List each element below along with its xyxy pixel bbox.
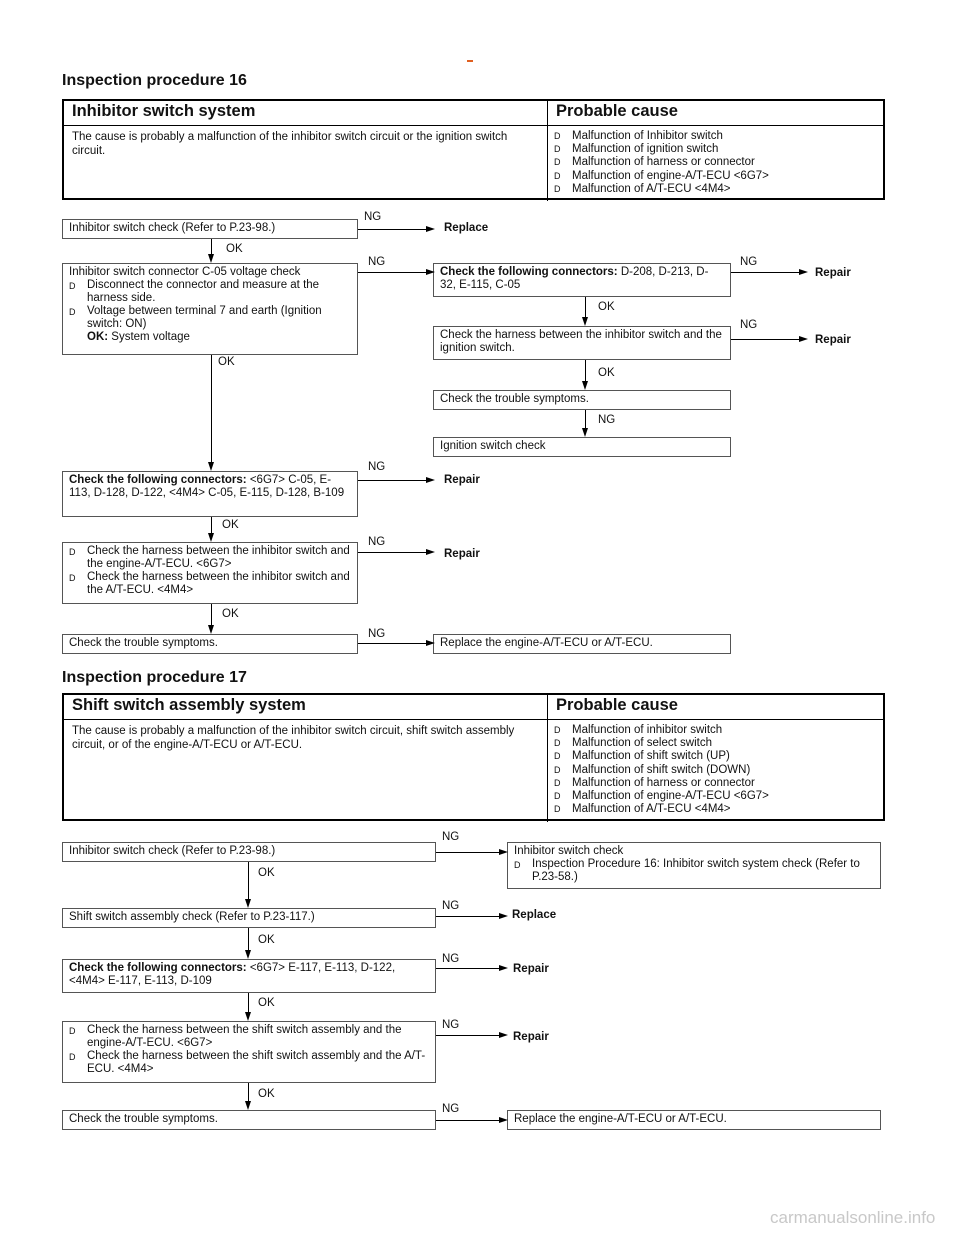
- ng-label: NG: [442, 1103, 460, 1115]
- connector-line: [358, 229, 428, 230]
- flow-box-check-trouble-symptoms-a: Check the trouble symptoms.: [433, 390, 731, 410]
- flow-box-check-trouble-symptoms-b: Check the trouble symptoms.: [62, 634, 358, 654]
- arrow-down: [208, 533, 214, 542]
- connector-line: [436, 968, 501, 969]
- result-repair: Repair: [513, 963, 549, 975]
- ok-label: OK: [598, 301, 615, 313]
- connector-line: [358, 643, 428, 644]
- probable-cause-list: [548, 126, 883, 201]
- ok-label: OK: [258, 867, 275, 879]
- connector-line: [211, 517, 212, 534]
- connector-line: [211, 355, 212, 463]
- cause-item: D Malfunction of shift switch (UP): [554, 750, 730, 763]
- cause-item: D Malfunction of harness or connector: [554, 156, 755, 169]
- flow-box-check-harness-shift: D Check the harness between the shift switch assembly and the engine-A/T-ECU. <6G7> D Check the harness between the shift switch assembly and the A/T-ECU. <4M4>: [62, 1021, 436, 1083]
- ng-label: NG: [442, 953, 460, 965]
- ok-label: OK: [598, 367, 615, 379]
- ok-label: OK: [258, 1088, 275, 1100]
- flow-box-replace-ecu: Replace the engine-A/T-ECU or A/T-ECU.: [433, 634, 731, 654]
- watermark: carmanualsonline.info: [770, 1208, 936, 1227]
- result-repair: Repair: [815, 334, 851, 346]
- arrow-down: [208, 625, 214, 634]
- cause-item: D Malfunction of inhibitor switch: [554, 724, 723, 736]
- result-repair: Repair: [444, 474, 480, 486]
- flow-box-inhibitor-switch-check: Inhibitor switch check (Refer to P.23-98.): [62, 842, 436, 862]
- flow-box-connector-voltage-check: Inhibitor switch connector C-05 voltage check D Disconnect the connector and measure at the harness side. D Voltage between terminal 7 and earth (Ignition switch: ON) OK: System voltage: [62, 263, 358, 355]
- probable-cause-list: [548, 720, 883, 822]
- cause-item: D Malfunction of select switch: [554, 737, 712, 750]
- arrow-down: [208, 462, 214, 471]
- arrow-right: [499, 849, 508, 855]
- connector-line: [436, 1035, 501, 1036]
- ok-label: OK: [218, 356, 235, 368]
- ng-label: NG: [442, 900, 460, 912]
- flow-box-check-harness-ignition: Check the harness between the inhibitor switch and the ignition switch.: [433, 326, 731, 360]
- cause-item: D Malfunction of shift switch (DOWN): [554, 763, 751, 776]
- connector-line: [358, 272, 428, 273]
- cause-item: D Malfunction of engine-A/T-ECU <6G7>: [554, 790, 769, 803]
- result-repair: Repair: [815, 267, 851, 279]
- arrow-right: [499, 1117, 508, 1123]
- ng-label: NG: [740, 319, 758, 331]
- result-replace: Replace: [444, 222, 489, 234]
- ok-label: OK: [258, 997, 275, 1009]
- ok-label: OK: [258, 934, 275, 946]
- arrow-right: [499, 965, 508, 971]
- connector-line: [436, 1120, 501, 1121]
- arrow-down: [582, 317, 588, 326]
- ng-label: NG: [740, 256, 758, 268]
- arrow-down: [245, 1012, 251, 1021]
- connector-line: [436, 852, 501, 853]
- connector-line: [358, 480, 428, 481]
- arrow-down: [582, 428, 588, 437]
- top-mark: [467, 60, 473, 62]
- result-repair: Repair: [513, 1031, 549, 1043]
- system-header: Shift switch assembly system: [64, 695, 548, 719]
- ng-label: NG: [368, 256, 386, 268]
- connector-line: [358, 552, 428, 553]
- connector-line: [248, 928, 249, 951]
- arrow-down: [245, 950, 251, 959]
- ok-label: OK: [222, 608, 239, 620]
- connector-line: [436, 916, 501, 917]
- connector-line: [248, 993, 249, 1013]
- ok-label: OK: [226, 243, 243, 255]
- arrow-right: [426, 549, 435, 555]
- ng-label: NG: [598, 414, 616, 426]
- arrow-right: [499, 1032, 508, 1038]
- ng-label: NG: [368, 628, 386, 640]
- result-replace: Replace: [512, 909, 557, 921]
- ng-label: NG: [442, 831, 460, 843]
- arrow-right: [426, 226, 435, 232]
- probable-cause-header: Probable cause: [556, 696, 678, 714]
- cause-item: D Malfunction of harness or connector: [554, 776, 755, 789]
- arrow-right: [426, 640, 435, 646]
- ng-label: NG: [442, 1019, 460, 1031]
- cause-item: D Malfunction of engine-A/T-ECU <6G7>: [554, 169, 769, 182]
- procedure-17-cause-table: [62, 693, 885, 821]
- procedure-16-cause-table: [62, 99, 885, 200]
- system-header: Inhibitor switch system: [64, 101, 548, 125]
- arrow-right: [799, 269, 808, 275]
- arrow-down: [245, 1101, 251, 1110]
- flow-box-check-connectors: Check the following connectors: <6G7> E-117, E-113, D-122, <4M4> E-117, E-113, D-109: [62, 959, 436, 993]
- cause-description: The cause is probably a malfunction of the inhibitor switch circuit or the ignition switch circuit.: [64, 126, 548, 201]
- procedure-16-heading: Inspection procedure 16: [62, 72, 247, 89]
- connector-line: [211, 604, 212, 626]
- arrow-down: [245, 899, 251, 908]
- connector-line: [585, 297, 586, 318]
- flow-box-check-trouble-symptoms: Check the trouble symptoms.: [62, 1110, 436, 1130]
- connector-line: [731, 272, 801, 273]
- arrow-down: [582, 381, 588, 390]
- arrow-right: [499, 913, 508, 919]
- cause-item: D Malfunction of Inhibitor switch: [554, 130, 723, 142]
- flow-box-replace-ecu: Replace the engine-A/T-ECU or A/T-ECU.: [507, 1110, 881, 1130]
- procedure-17-heading: Inspection procedure 17: [62, 669, 247, 686]
- flow-box-check-harness-ecu: D Check the harness between the inhibitor switch and the engine-A/T-ECU. <6G7> D Check the harness between the inhibitor switch and the A/T-ECU. <4M4>: [62, 542, 358, 604]
- connector-line: [585, 410, 586, 429]
- flow-box-shift-switch-check: Shift switch assembly check (Refer to P.23-117.): [62, 908, 436, 928]
- result-repair: Repair: [444, 548, 480, 560]
- ng-label: NG: [368, 461, 386, 473]
- connector-line: [585, 360, 586, 382]
- cause-item: D Malfunction of ignition switch: [554, 143, 719, 156]
- connector-line: [248, 1083, 249, 1102]
- connector-line: [211, 239, 212, 255]
- flow-box-inhibitor-switch-check-ref: Inhibitor switch check D Inspection Procedure 16: Inhibitor switch system check (Refer to P.23-58.): [507, 842, 881, 889]
- flow-box-ignition-switch-check: Ignition switch check: [433, 437, 731, 457]
- flow-box-inhibitor-switch-check: Inhibitor switch check (Refer to P.23-98.): [62, 219, 358, 239]
- flow-box-check-connectors-a: Check the following connectors: D-208, D-213, D-32, E-115, C-05: [433, 263, 731, 297]
- ng-label: NG: [368, 536, 386, 548]
- probable-cause-header: Probable cause: [556, 102, 678, 120]
- arrow-right: [799, 336, 808, 342]
- ng-label: NG: [364, 211, 382, 223]
- cause-description: The cause is probably a malfunction of the inhibitor switch circuit, shift switch assembly circuit, or of the engine-A/T-ECU or A/T-ECU.: [64, 720, 548, 822]
- flow-box-check-connectors-b: Check the following connectors: <6G7> C-05, E-113, D-128, D-122, <4M4> C-05, E-115, D-128, B-109: [62, 471, 358, 517]
- cause-item: D Malfunction of A/T-ECU <4M4>: [554, 182, 731, 195]
- arrow-right: [426, 269, 435, 275]
- connector-line: [248, 862, 249, 900]
- connector-line: [731, 339, 801, 340]
- ok-label: OK: [222, 519, 239, 531]
- arrow-right: [426, 477, 435, 483]
- arrow-down: [208, 254, 214, 263]
- cause-item: D Malfunction of A/T-ECU <4M4>: [554, 803, 731, 816]
